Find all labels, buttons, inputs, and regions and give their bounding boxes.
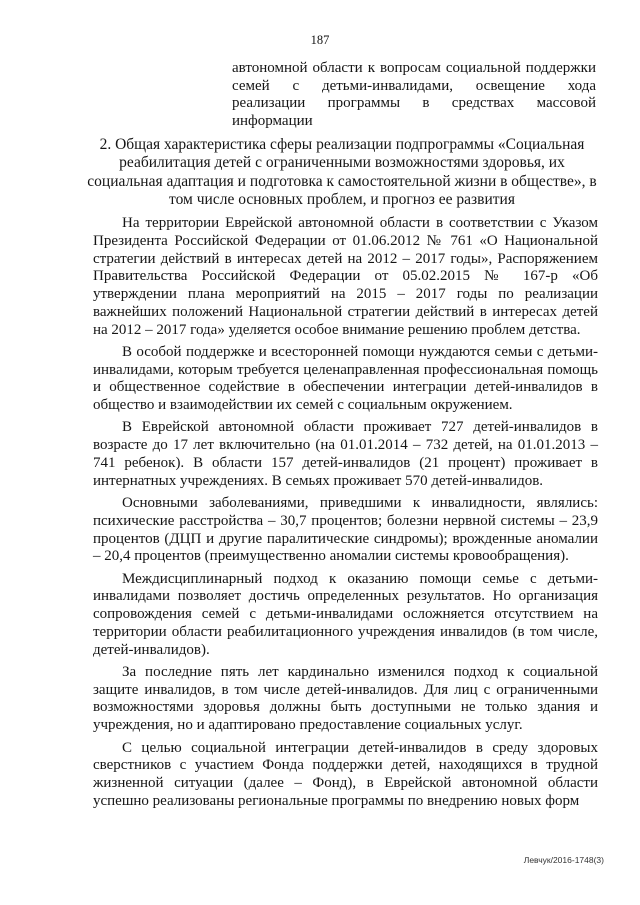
footer-code: Левчук/2016-1748(3) — [523, 855, 604, 865]
body-text — [93, 215, 598, 815]
table-cell-text: автономной области к вопросам социальной поддержки семей с детьми-инвалидами, освещение хода реализации программы в средствах массовой информации — [232, 60, 596, 130]
paragraph-2: В особой поддержке и всесторонней помощи нуждаются семьи с детьми-инвалидами, которым требуется целенаправленная профессиональная помощь и общественное содействие в обеспечении интеграции детей-инвалидов в общество и взаимодействии их семей с социальным окружением. — [93, 343, 598, 414]
paragraph-4: Основными заболеваниями, приведшими к инвалидности, являлись: психические расстройства – 30,7 процентов; болезни нервной системы – 23,9 процентов (ДЦП и другие паралитические синдромы); врожденные аномалии – 20,4 процентов (преимущественно аномалии системы кровообращения). — [93, 495, 598, 565]
paragraph-5: Междисциплинарный подход к оказанию помощи семье с детьми-инвалидами позволяет достичь определенных результатов. Но организация сопровождения семей с детьми-инвалидами осложняется отсутствием на территории области реабилитационного учреждения инвалидов (в том числе, детей-инвалидов). — [93, 570, 598, 658]
paragraph-6: За последние пять лет кардинально изменился подход к социальной защите инвалидов, в том числе детей-инвалидов. Для лиц с ограниченными возможностями здоровья должны быть доступными не только здания и учреждения, но и адаптировано предоставление социальных услуг. — [93, 663, 598, 734]
section-heading: 2. Общая характеристика сферы реализации подпрограммы «Социальная реабилитация детей с ограниченными возможностями здоровья, их социальная адаптация и подготовка к самостоятельной жизни в обществе», в том числе основных проблем, и прогноз ее развития — [87, 136, 597, 209]
paragraph-7: С целью социальной интеграции детей-инвалидов в среду здоровых сверстников с участием Фонда поддержки детей, находящихся в трудной жизненной ситуации (далее – Фонд), в Еврейской автономной области успешно реализованы региональные программы по внедрению новых форм — [93, 739, 598, 809]
paragraph-1: На территории Еврейской автономной области в соответствии с Указом Президента Российской Федерации от 01.06.2012 № 761 «О Национальной стратегии действий в интересах детей на 2012 – 2017 годы», Распоряжением Правительства Российской Федерации от 05.02.2015 № 167-р «Об утверждении плана мероприятий на 2015 – 2017 годы по реализации важнейших положений Национальной стратегии действий в интересах детей на 2012 – 2017 года» уделяется особое внимание решению проблем детства. — [93, 215, 598, 338]
page-number: 187 — [310, 33, 330, 47]
paragraph-3: В Еврейской автономной области проживает 727 детей-инвалидов в возрасте до 17 лет включительно (на 01.01.2014 – 732 детей, на 01.01.2013 – 741 ребенок). В области 157 детей-инвалидов (21 процент) проживает в интернатных учреждениях. В семьях проживает 570 детей-инвалидов. — [93, 419, 598, 489]
